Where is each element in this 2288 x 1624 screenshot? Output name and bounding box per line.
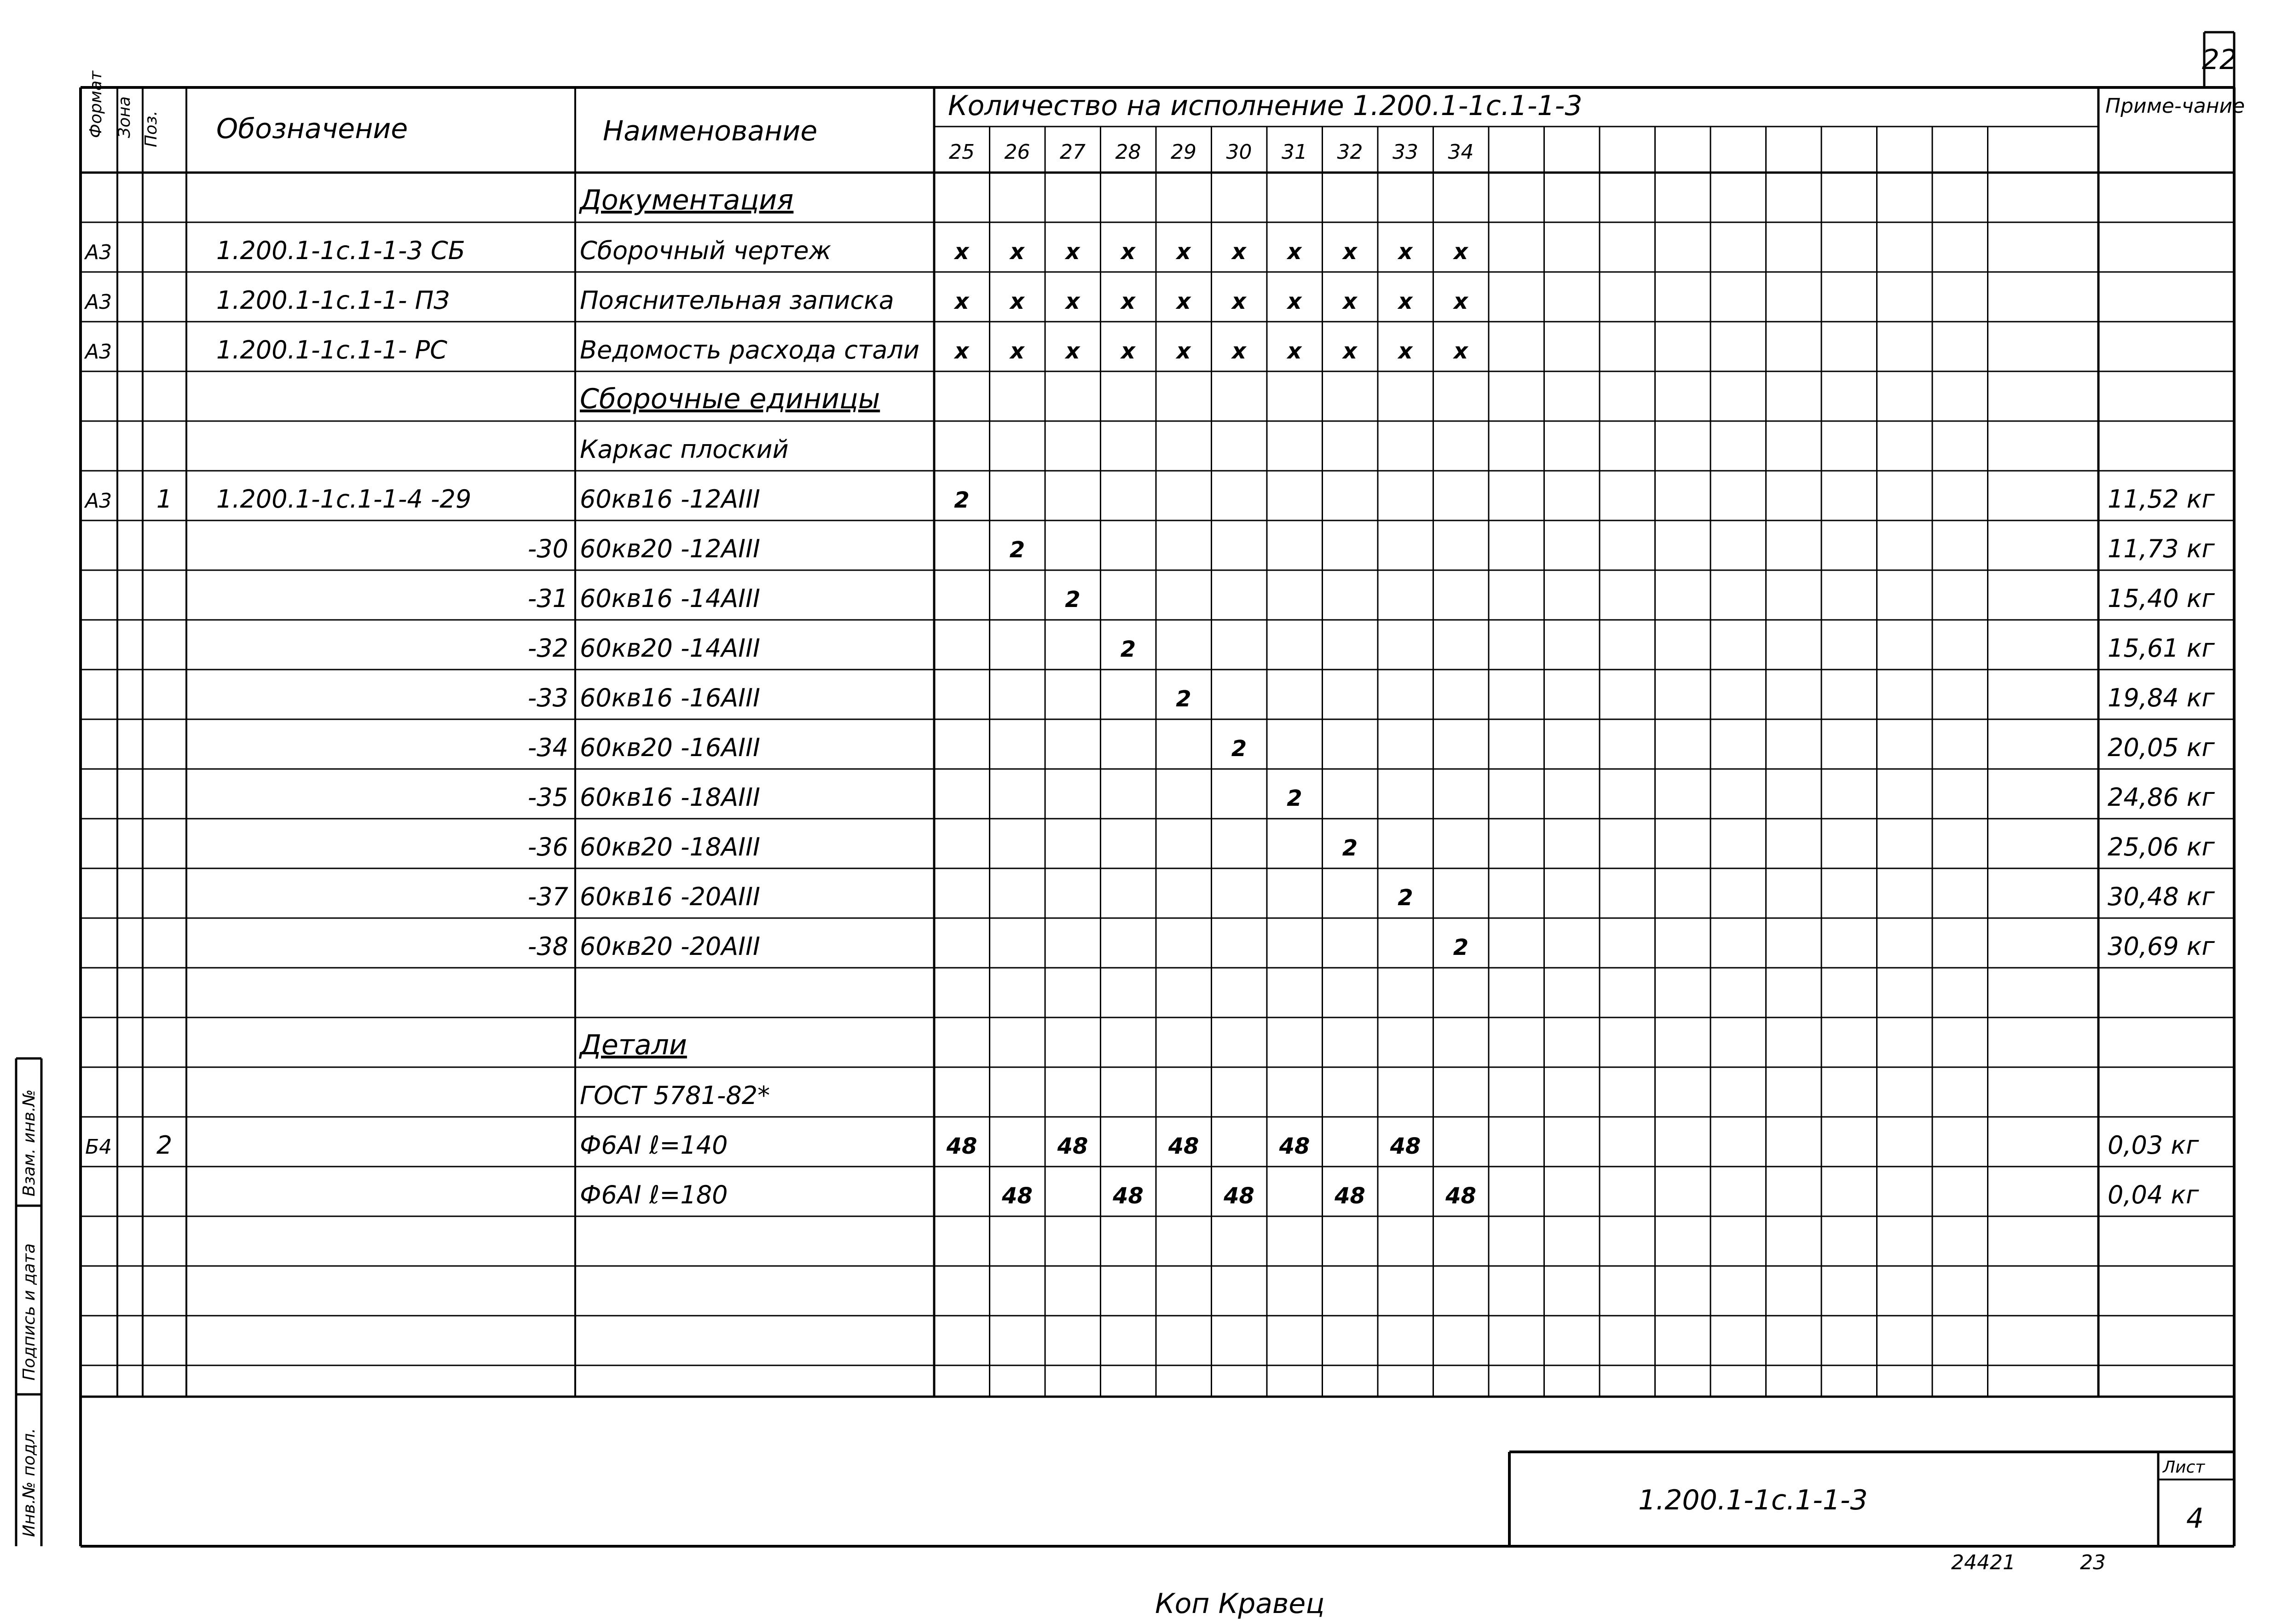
row-name: Пояснительная записка [580,286,894,315]
quantity-cell: х [1065,338,1080,364]
quantity-cell: 48 [1279,1133,1310,1159]
row-designation: -38 [527,932,568,961]
quantity-cell: х [1065,239,1080,265]
row-name: 60кв20 -12АIII [580,534,760,563]
row-designation: -31 [527,584,568,613]
quantity-cell: х [1454,239,1468,265]
quantity-cell: х [1121,239,1135,265]
quantity-cell: 2 [954,487,970,513]
row-designation: 1.200.1-1с.1-1- РС [216,335,447,364]
quantity-cell: х [1010,239,1024,265]
header-variant: 34 [1448,140,1474,164]
quantity-cell: х [1121,289,1135,314]
row-designation: -35 [527,783,568,812]
header-variant: 27 [1060,140,1086,164]
quantity-cell: 48 [1113,1183,1144,1209]
header-variant: 32 [1337,140,1363,164]
row-name: ГОСТ 5781-82* [580,1081,770,1110]
row-name: 60кв16 -14АIII [580,584,760,613]
row-note: 11,73 кг [2108,534,2215,563]
quantity-cell: 48 [1335,1183,1365,1209]
quantity-cell: х [1398,289,1413,314]
title-block-code: 1.200.1-1с.1-1-3 [1638,1484,1868,1516]
row-designation: -30 [527,534,568,563]
row-name: 60кв20 -16АIII [580,733,760,762]
row-designation: -33 [527,683,568,712]
quantity-cell: 48 [1168,1133,1199,1159]
title-block-sheet-label: Лист [2163,1458,2205,1477]
quantity-cell: 48 [1390,1133,1421,1159]
quantity-cell: х [1176,289,1191,314]
row-note: 0,03 кг [2108,1131,2199,1160]
quantity-cell: х [1232,239,1246,265]
quantity-cell: 2 [1009,537,1025,563]
section-title: Сборочные единицы [580,383,880,415]
quantity-cell: х [1176,338,1191,364]
row-note: 25,06 кг [2108,832,2215,861]
quantity-cell: 2 [1176,686,1191,712]
quantity-cell: х [1398,239,1413,265]
quantity-cell: х [1287,338,1302,364]
header-variant: 33 [1392,140,1418,164]
row-note: 15,40 кг [2108,584,2215,613]
row-designation: -36 [527,832,568,861]
quantity-cell: 2 [1453,935,1469,960]
quantity-cell: 2 [1231,736,1247,762]
row-name: 60кв16 -20АIII [580,882,760,911]
header-note: Приме-чание [2105,94,2245,118]
quantity-cell: х [1232,289,1246,314]
row-designation: -32 [527,634,568,663]
row-designation: 1.200.1-1с.1-1- ПЗ [216,286,450,315]
header-quantity-title: Количество на исполнение 1.200.1-1с.1-1-3 [948,90,1583,122]
row-position: 2 [156,1131,173,1160]
quantity-cell: х [1343,289,1357,314]
quantity-cell: 2 [1287,786,1302,811]
title-block-sheet-no: 4 [2186,1503,2204,1535]
section-title: Документация [580,184,794,216]
footer-caption: Коп Кравец [1155,1588,1325,1620]
header-pos: Поз. [142,110,161,147]
row-name: Каркас плоский [580,435,789,464]
quantity-cell: 2 [1120,636,1136,662]
quantity-cell: х [954,289,969,314]
quantity-cell: х [1287,289,1302,314]
header-name: Наименование [603,115,818,147]
row-note: 19,84 кг [2108,683,2215,712]
quantity-cell: х [1343,239,1357,265]
row-name: 60кв20 -18АIII [580,832,760,861]
footer-right-number: 23 [2080,1551,2106,1574]
quantity-cell: х [1121,338,1135,364]
header-variant: 31 [1282,140,1307,164]
quantity-cell: х [1010,338,1024,364]
quantity-cell: 48 [1445,1183,1476,1209]
row-format: А3 [85,489,112,513]
quantity-cell: х [1176,239,1191,265]
header-variant: 26 [1004,140,1030,164]
row-note: 15,61 кг [2108,634,2215,663]
header-designation: Обозначение [216,113,408,145]
row-name: Ф6АI ℓ=180 [580,1180,728,1209]
quantity-cell: х [954,239,969,265]
row-designation: -37 [527,882,568,911]
header-variant: 28 [1115,140,1141,164]
header-zone: Зона [115,96,134,138]
row-format: А3 [85,241,112,264]
row-position: 1 [156,485,173,514]
row-designation: 1.200.1-1с.1-1-3 СБ [216,236,465,265]
side-stamp-replace-inv: Взам. инв.№ [20,1089,39,1196]
quantity-cell: 2 [1065,587,1080,613]
row-note: 30,69 кг [2108,932,2215,961]
row-format: А3 [85,290,112,314]
quantity-cell: 48 [1057,1133,1088,1159]
row-name: 60кв20 -20АIII [580,932,760,961]
row-note: 11,52 кг [2108,485,2215,514]
side-stamp-inv-original: Инв.№ подл. [20,1428,39,1537]
quantity-cell: х [1398,338,1413,364]
row-designation: -34 [527,733,568,762]
quantity-cell: х [1287,239,1302,265]
row-format: А3 [85,340,112,364]
sheet-corner-number: 22 [2201,44,2237,76]
row-format: Б4 [85,1135,112,1159]
quantity-cell: х [1343,338,1357,364]
quantity-cell: 48 [946,1133,977,1159]
row-note: 24,86 кг [2108,783,2215,812]
quantity-cell: 2 [1398,885,1413,911]
quantity-cell: 2 [1342,835,1358,861]
quantity-cell: 48 [1224,1183,1254,1209]
row-note: 30,48 кг [2108,882,2215,911]
footer-left-number: 24421 [1951,1551,2016,1574]
row-name: 60кв16 -12АIII [580,485,760,514]
quantity-cell: х [1232,338,1246,364]
row-name: Ведомость расхода стали [580,335,920,364]
row-name: 60кв16 -18АIII [580,783,760,812]
row-name: Ф6АI ℓ=140 [580,1131,728,1160]
row-note: 0,04 кг [2108,1180,2199,1209]
row-name: Сборочный чертеж [580,236,832,265]
side-stamp-signature-date: Подпись и дата [20,1243,39,1381]
row-designation: 1.200.1-1с.1-1-4 -29 [216,485,472,514]
row-note: 20,05 кг [2108,733,2215,762]
row-name: 60кв20 -14АIII [580,634,760,663]
section-title: Детали [580,1029,687,1061]
header-variant: 29 [1171,140,1196,164]
quantity-cell: 48 [1002,1183,1033,1209]
quantity-cell: х [954,338,969,364]
quantity-cell: х [1454,289,1468,314]
quantity-cell: х [1010,289,1024,314]
header-variant: 25 [949,140,975,164]
header-variant: 30 [1226,140,1252,164]
header-format: Формат [87,70,105,138]
row-name: 60кв16 -16АIII [580,683,760,712]
quantity-cell: х [1454,338,1468,364]
quantity-cell: х [1065,289,1080,314]
